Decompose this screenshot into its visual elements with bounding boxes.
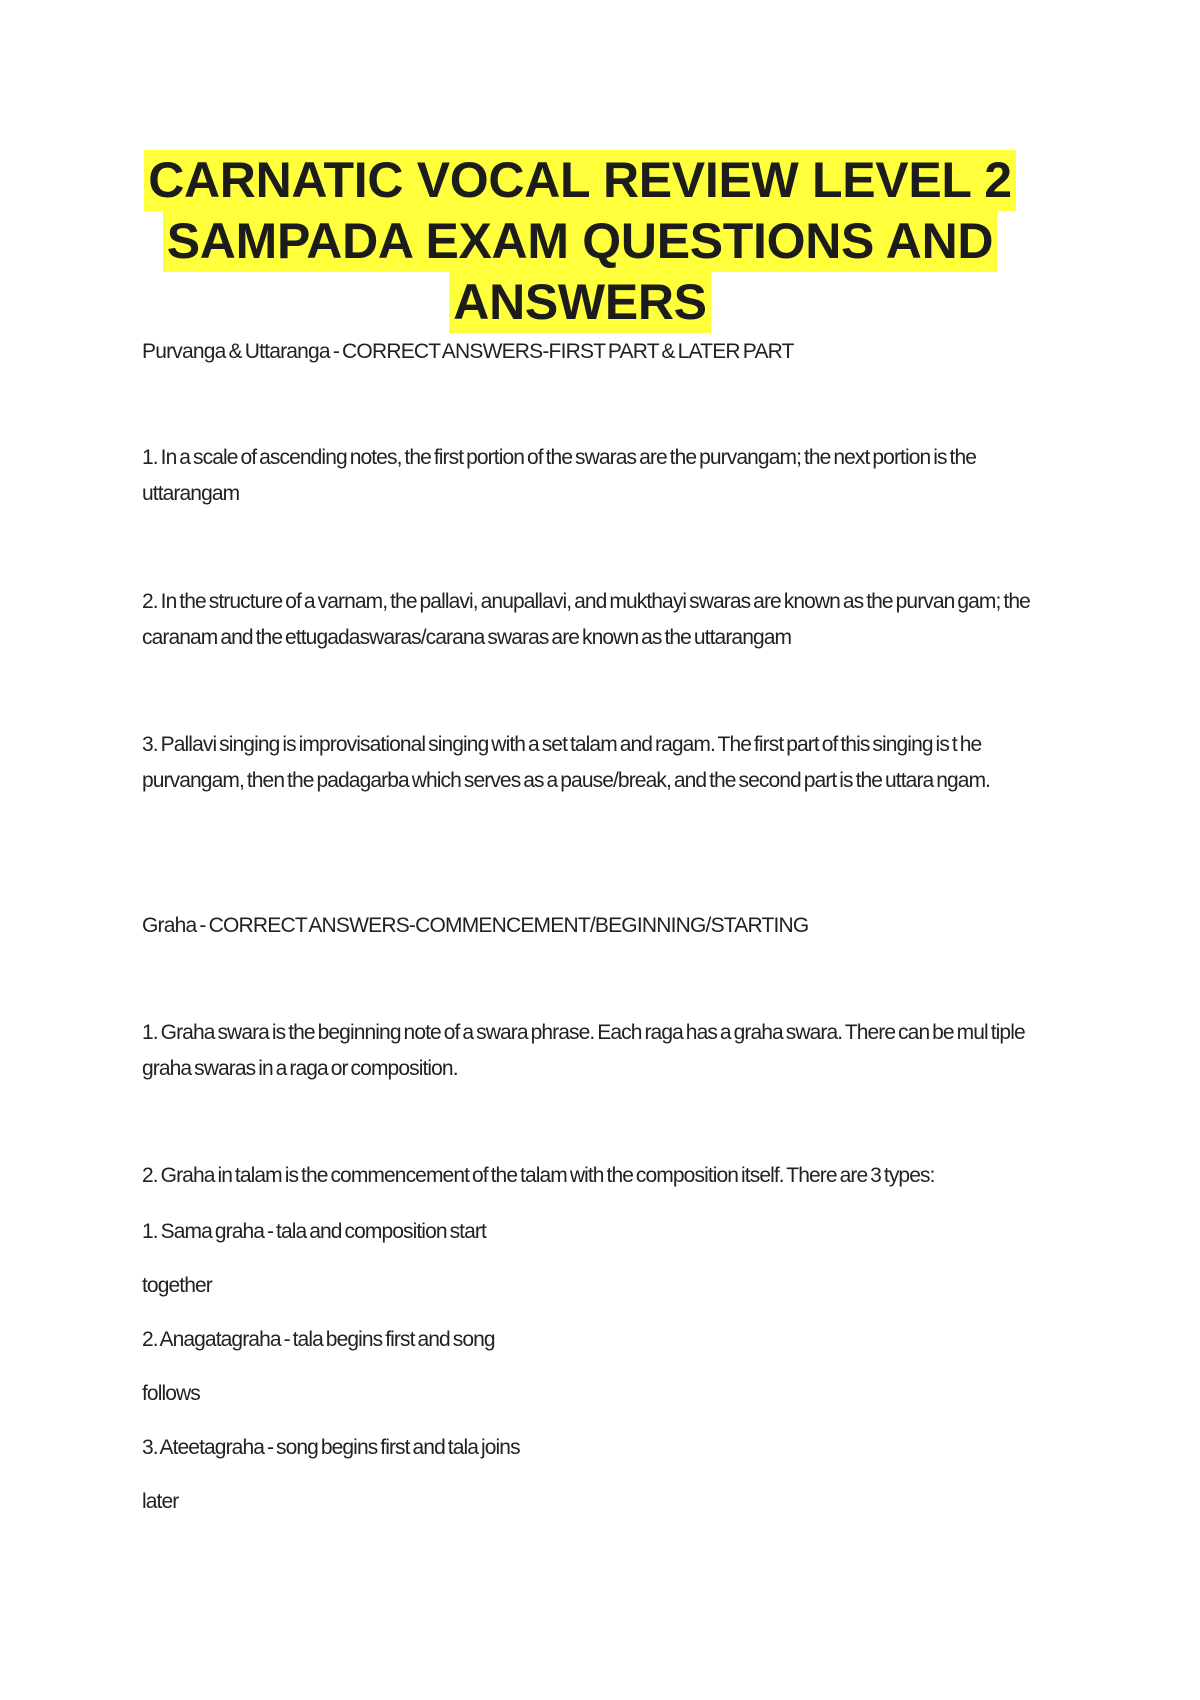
paragraph-purvanga-1: 1. In a scale of ascending notes, the first portion of the swaras are the purvangam; the next portion is the uttarangam bbox=[142, 446, 977, 505]
section-heading-purvanga: Purvanga & Uttaranga - CORRECT ANSWERS-FIRST PART & LATER PART bbox=[142, 340, 794, 363]
title-line-1: CARNATIC VOCAL REVIEW LEVEL 2 bbox=[144, 150, 1016, 211]
list-item: together bbox=[142, 1274, 212, 1297]
list-item: 3. Ateetagraha - song begins first and tala joins bbox=[142, 1436, 520, 1459]
title-line-2: SAMPADA EXAM QUESTIONS AND bbox=[163, 211, 998, 272]
list-item: later bbox=[142, 1490, 179, 1513]
paragraph-purvanga-3: 3. Pallavi singing is improvisational singing with a set talam and ragam. The first part of this singing is t he purvangam, then the padagarba which serves as a pause/break, and the second part is the uttara ngam. bbox=[142, 733, 991, 792]
list-item: 2. Anagatagraha - tala begins first and song bbox=[142, 1328, 495, 1351]
list-item: follows bbox=[142, 1382, 200, 1405]
section-heading-graha: Graha - CORRECT ANSWERS-COMMENCEMENT/BEGINNING/STARTING bbox=[142, 914, 809, 937]
title-line-3: ANSWERS bbox=[449, 272, 710, 333]
paragraph-graha-1: 1. Graha swara is the beginning note of a swara phrase. Each raga has a graha swara. There can be mul tiple graha swaras in a raga or composition. bbox=[142, 1021, 1025, 1080]
paragraph-purvanga-2: 2. In the structure of a varnam, the pallavi, anupallavi, and mukthayi swaras are known as the purvan gam; the caranam and the ettugadaswaras/carana swaras are known as the uttarangam bbox=[142, 590, 1030, 649]
list-item: 1. Sama graha - tala and composition start bbox=[142, 1220, 486, 1243]
document-title bbox=[130, 150, 1030, 333]
paragraph-graha-2: 2. Graha in talam is the commencement of the talam with the composition itself. There are 3 types: bbox=[142, 1164, 935, 1187]
